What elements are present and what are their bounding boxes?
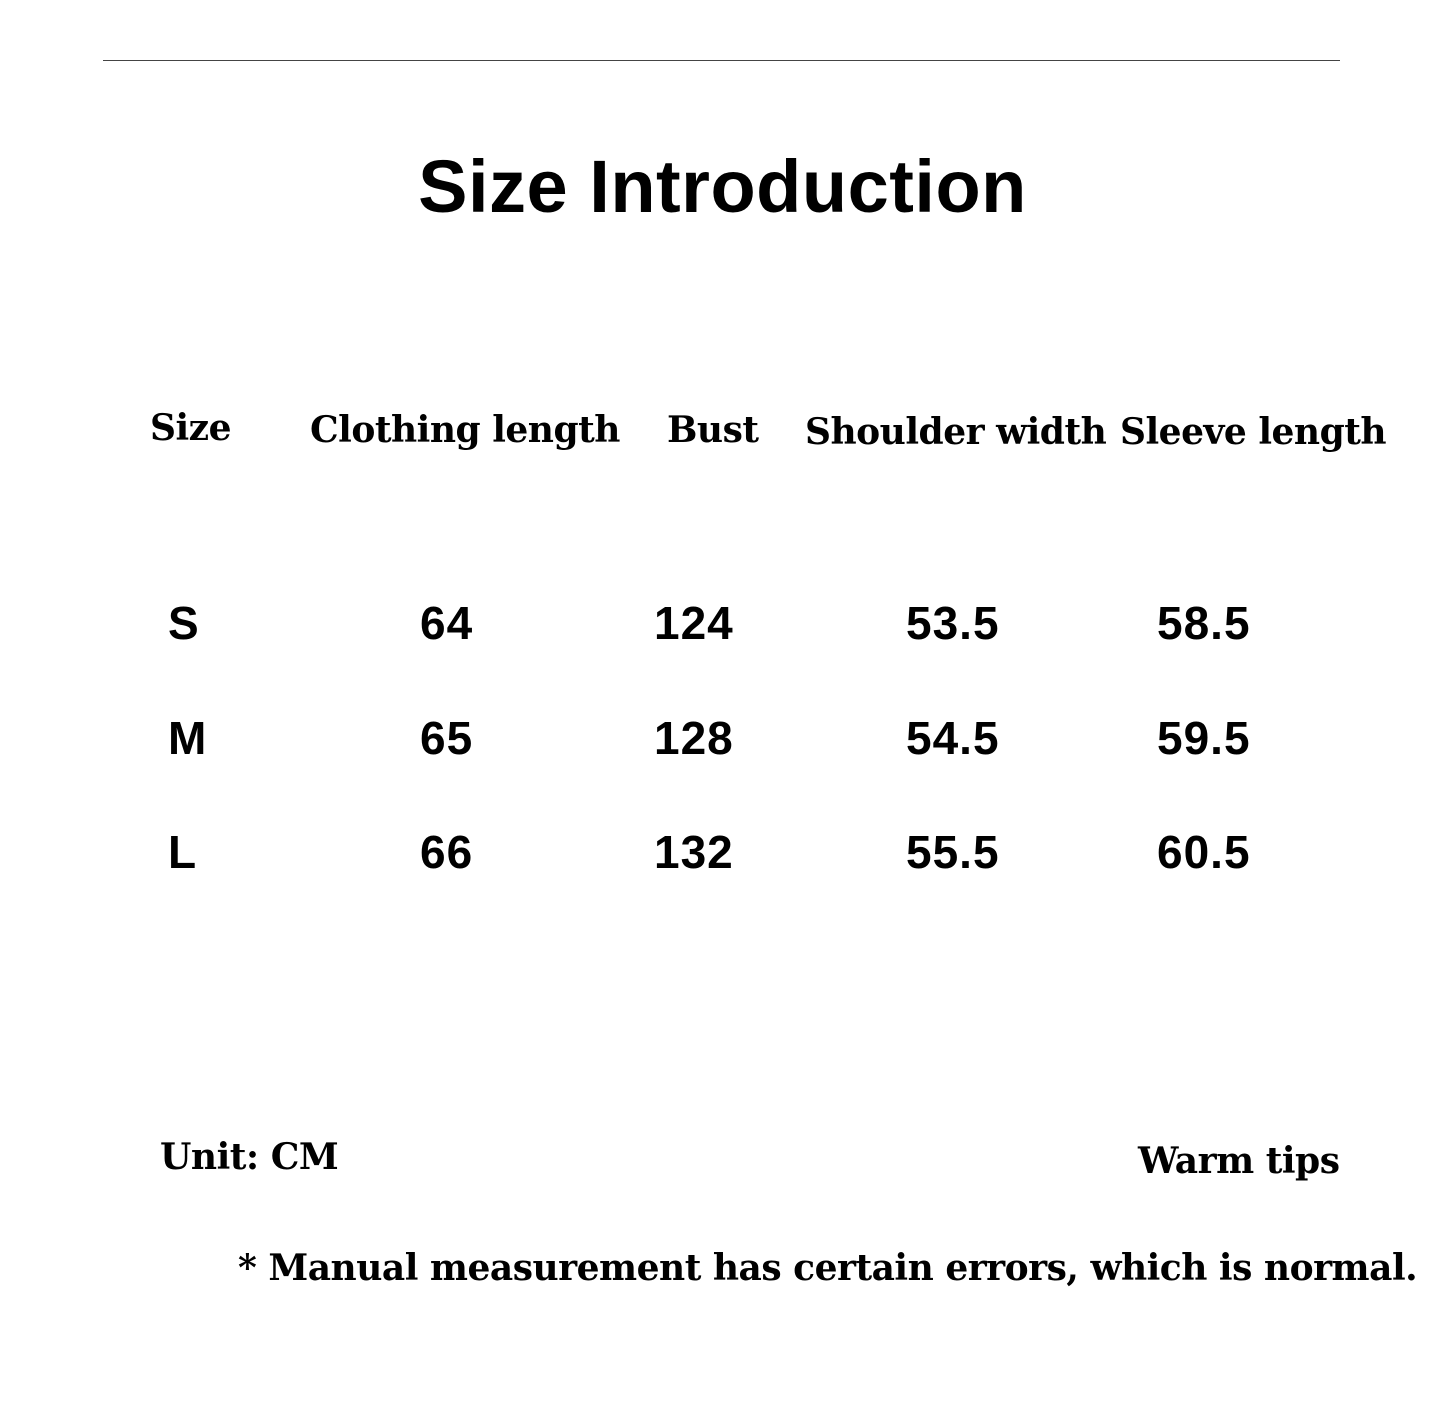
header-bust: Bust <box>667 409 759 451</box>
row-m-size: M <box>168 712 208 764</box>
row-m-sleeve-length: 59.5 <box>1157 712 1251 764</box>
header-sleeve-length: Sleeve length <box>1120 411 1387 453</box>
row-l-bust: 132 <box>654 826 734 878</box>
header-clothing-length: Clothing length <box>310 409 620 451</box>
row-m-shoulder-width: 54.5 <box>906 712 1000 764</box>
warm-tips-label: Warm tips <box>1138 1140 1340 1182</box>
row-m-clothing-length: 65 <box>420 712 474 764</box>
row-l-size: L <box>168 826 198 878</box>
row-s-bust: 124 <box>654 597 734 649</box>
row-s-clothing-length: 64 <box>420 597 474 649</box>
header-shoulder-width: Shoulder width <box>805 411 1107 453</box>
row-s-shoulder-width: 53.5 <box>906 597 1000 649</box>
row-m-bust: 128 <box>654 712 734 764</box>
top-divider <box>103 60 1340 61</box>
row-l-sleeve-length: 60.5 <box>1157 826 1251 878</box>
unit-label: Unit: CM <box>160 1136 339 1178</box>
row-s-size: S <box>168 597 200 649</box>
measurement-note: * Manual measurement has certain errors, which is normal. <box>238 1247 1418 1289</box>
row-l-clothing-length: 66 <box>420 826 474 878</box>
row-s-sleeve-length: 58.5 <box>1157 597 1251 649</box>
row-l-shoulder-width: 55.5 <box>906 826 1000 878</box>
header-size: Size <box>150 407 232 449</box>
page-title: Size Introduction <box>418 145 1027 228</box>
